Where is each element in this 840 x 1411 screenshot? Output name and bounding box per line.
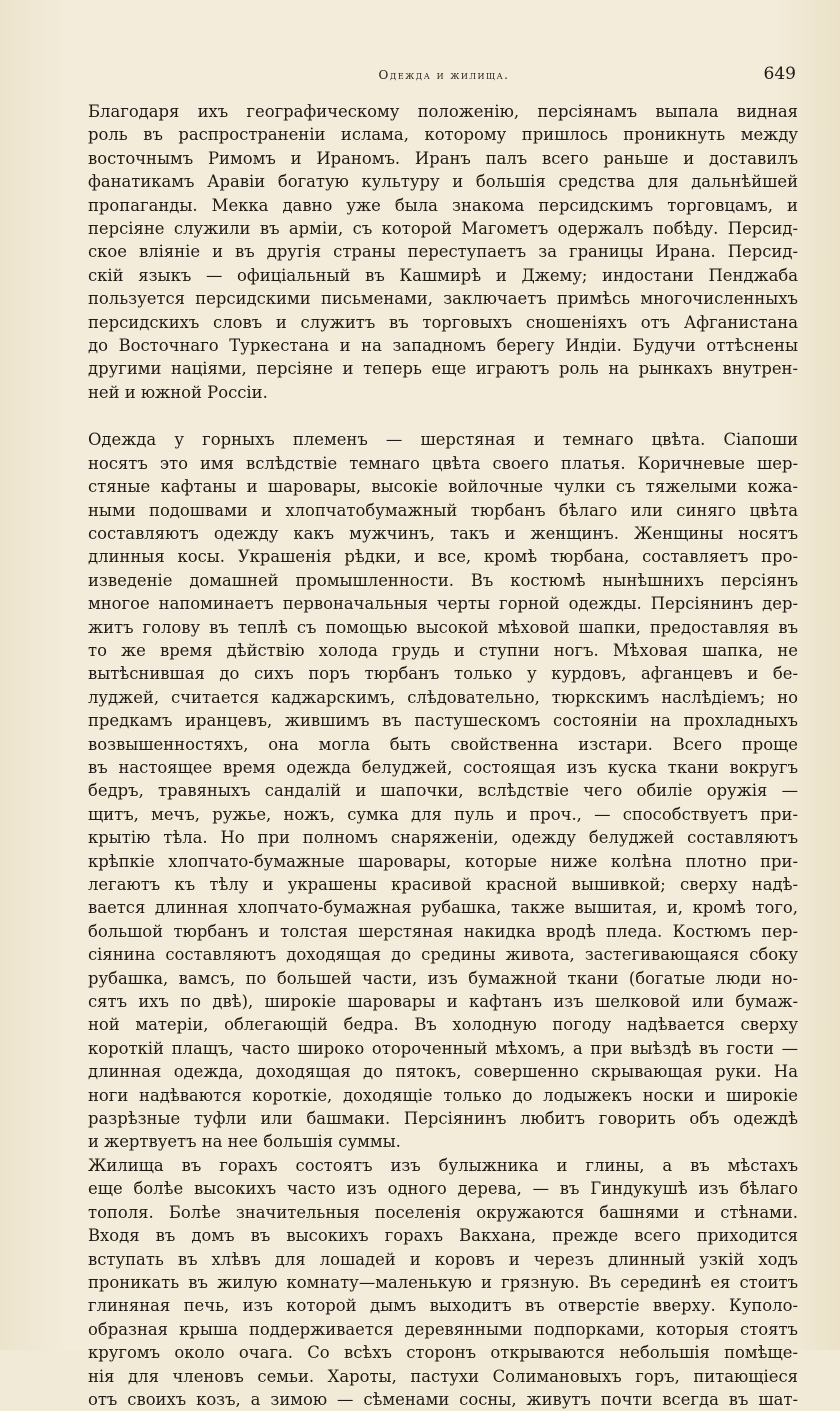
text-line: щитъ, мечъ, ружье, ножъ, сумка для пуль и проч., — способствуетъ при- — [88, 804, 798, 824]
paragraph-clothing — [88, 428, 798, 1154]
text-line: пользуется персидскими письменами, заключаетъ примѣсь многочисленныхъ — [88, 289, 798, 309]
text-line: разрѣзные туфли или башмаки. Персіянинъ любитъ говорить объ одеждѣ — [88, 1109, 798, 1129]
text-line: вается длинная хлопчато-бумажная рубашка, также вышитая, и, кромѣ того, — [88, 898, 798, 918]
text-line: еще болѣе высокихъ часто изъ одного дерева, — въ Гиндукушѣ изъ бѣлаго — [88, 1179, 798, 1199]
text-line: образная крыша поддерживается деревянными подпорками, которыя стоятъ — [88, 1319, 798, 1339]
text-line: Входя въ домъ въ высокихъ горахъ Вакхана, прежде всего приходится — [88, 1226, 798, 1246]
text-line: ское вліяніе и въ другія страны переступаетъ за границы Ирана. Персид- — [88, 242, 798, 262]
text-line: ней и южной Россіи. — [88, 382, 268, 402]
text-line: то же время дѣйствію холода грудь и ступни ногъ. Мѣховая шапка, не — [88, 640, 798, 660]
running-title: Одежда и жилища. — [378, 68, 510, 82]
text-line: Жилища въ горахъ состоятъ изъ булыжника и глины, а въ мѣстахъ — [88, 1155, 798, 1175]
text-line: стяные кафтаны и шаровары, высокіе войлочные чулки съ тяжелыми кожа- — [88, 477, 798, 497]
text-line: длинная одежда, доходящая до пятокъ, совершенно скрывающая руки. На — [88, 1062, 798, 1082]
text-line: фанатикамъ Аравіи богатую культуру и большія средства для дальнѣйшей — [88, 172, 798, 192]
text-line: тополя. Болѣе значительныя поселенія окружаются башнями и стѣнами. — [88, 1202, 798, 1222]
text-line: глиняная печь, изъ которой дымъ выходитъ въ отверстіе вверху. Куполо- — [88, 1296, 798, 1316]
text-line: составляютъ одежду какъ мужчинъ, такъ и женщинъ. Женщины носятъ — [88, 523, 798, 543]
text-line: проникать въ жилую комнату—маленькую и грязную. Въ серединѣ ея стоитъ — [88, 1272, 798, 1292]
text-line: пропаганды. Мекка давно уже была знакома персидскимъ торговцамъ, и — [88, 195, 798, 215]
text-line: луджей, считается каджарскимъ, слѣдовательно, тюркскимъ наслѣдіемъ; но — [88, 687, 798, 707]
text-line: скій языкъ — офиціальный въ Кашмирѣ и Джему; индостани Пенджаба — [88, 265, 798, 285]
text-line: крѣпкіе хлопчато-бумажные шаровары, которые ниже колѣна плотно при- — [88, 851, 798, 871]
text-line: и жертвуетъ на нее большія суммы. — [88, 1132, 401, 1152]
text-line: житъ голову въ теплѣ съ помощью высокой мѣховой шапки, предоставляя въ — [88, 617, 798, 637]
text-line: сятъ ихъ по двѣ), широкіе шаровары и кафтанъ изъ шелковой или бумаж- — [88, 992, 798, 1012]
body-text — [88, 100, 798, 1411]
paragraph-dwellings — [88, 1154, 798, 1411]
text-line: крытію тѣла. Но при полномъ снаряженіи, одежду белуджей составляютъ — [88, 828, 798, 848]
text-line: ноги надѣваются короткіе, доходящіе только до лодыжекъ носки и широкіе — [88, 1085, 798, 1105]
text-line: Благодаря ихъ географическому положенію, персіянамъ выпала видная — [88, 102, 798, 121]
text-line: короткій плащъ, часто широко отороченный мѣхомъ, а при выѣздѣ въ гости — — [88, 1038, 798, 1058]
text-line: Одежда у горныхъ племенъ — шерстяная и темнаго цвѣта. Сіапоши — [88, 430, 798, 450]
text-line: бедръ, травяныхъ сандалій и шапочки, вслѣдствіе чего обиліе оружія — — [88, 781, 798, 801]
text-line: легаютъ къ тѣлу и украшены красивой красной вышивкой; сверху надѣ- — [88, 875, 798, 894]
text-line: вытѣснившая до сихъ поръ тюрбанъ только у курдовъ, афганцевъ и бе- — [88, 664, 798, 684]
text-line: персидскихъ словъ и служитъ въ торговыхъ сношеніяхъ отъ Афганистана — [88, 312, 798, 332]
text-line: ными подошвами и хлопчатобумажный тюрбанъ бѣлаго или синяго цвѣта — [88, 500, 798, 520]
text-line: носятъ это имя вслѣдствіе темнаго цвѣта своего платья. Коричневые шер- — [88, 453, 798, 473]
text-line: многое напоминаетъ первоначальныя черты горной одежды. Персіянинъ дер- — [88, 594, 798, 614]
text-line: до Восточнаго Туркестана и на западномъ берегу Индіи. Будучи оттѣснены — [88, 336, 798, 356]
text-line: длинныя косы. Украшенія рѣдки, и все, кромѣ тюрбана, составляетъ про- — [88, 547, 798, 567]
text-line: вступать въ хлѣвъ для лошадей и коровъ и черезъ длинный узкій ходъ — [88, 1249, 798, 1269]
text-line: роль въ распространеніи ислама, которому пришлось проникнуть между — [88, 125, 798, 145]
text-line: отъ своихъ козъ, а зимою — сѣменами сосны, живутъ почти всегда въ шат- — [88, 1389, 798, 1409]
text-line: персіяне служили въ арміи, съ которой Магометъ одержалъ побѣду. Персид- — [88, 219, 798, 239]
text-line: ной матеріи, облегающій бедра. Въ холодную погоду надѣвается сверху — [88, 1015, 798, 1035]
running-head — [88, 64, 800, 86]
text-line: рубашка, вамсъ, по большей части, изъ бумажной ткани (богатые люди но- — [88, 968, 798, 988]
text-line: кругомъ около очага. Со всѣхъ сторонъ открываются небольшія помѣще- — [88, 1343, 798, 1363]
text-line: большой тюрбанъ и толстая шерстяная накидка вродѣ пледа. Костюмъ пер- — [88, 921, 798, 941]
text-line: въ настоящее время одежда белуджей, состоящая изъ куска ткани вокругъ — [88, 757, 798, 777]
text-line: предкамъ иранцевъ, жившимъ въ пастушескомъ состояніи на прохладныхъ — [88, 711, 798, 731]
text-line: возвышенностяхъ, она могла быть свойственна изстари. Всего проще — [88, 734, 798, 754]
paragraph-persian-influence — [88, 100, 798, 404]
text-line: восточнымъ Римомъ и Ираномъ. Иранъ палъ всего раньше и доставилъ — [88, 148, 798, 168]
text-line: изведеніе домашней промышленности. Въ костюмѣ нынѣшнихъ персіянъ — [88, 570, 798, 590]
text-line: другими націями, персіяне и теперь еще играютъ роль на рынкахъ внутрен- — [88, 359, 798, 379]
text-line: сіянина составляютъ доходящая до средины живота, застегивающаяся сбоку — [88, 945, 798, 965]
text-line: нія для членовъ семьи. Хароты, пастухи Солимановыхъ горъ, питающіеся — [88, 1366, 798, 1386]
page-number: 649 — [763, 64, 796, 84]
paragraph-gap — [88, 404, 798, 428]
